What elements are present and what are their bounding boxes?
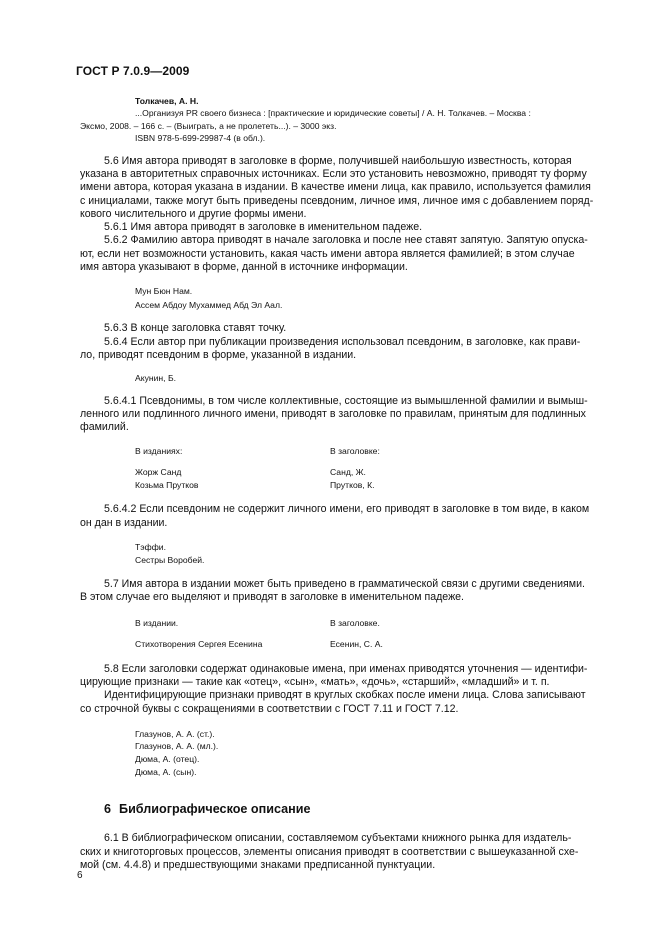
- text-line: В этом случае его выделяют и приводят в заголовке в именительном падеже.: [80, 591, 464, 604]
- table-head-right: В заголовке:: [330, 446, 380, 457]
- paragraph-6-1: [80, 832, 614, 872]
- example-tolkachev: [80, 95, 614, 145]
- text-line: кового числительного и другие формы имени.: [80, 207, 307, 220]
- table-cell-left: Козьма Прутков: [135, 480, 199, 491]
- text-line: имя автора указывают в форме, данной в источнике информации.: [80, 261, 408, 273]
- example-line: Акунин, Б.: [135, 373, 176, 384]
- esenin-table: [80, 617, 614, 651]
- section-heading: [104, 802, 614, 816]
- table-header-row: [80, 445, 614, 458]
- text-line: 5.8 Если заголовки содержат одинаковые имена, при именах приводятся уточнения — идентифи-: [104, 662, 588, 675]
- text-line: 5.7 Имя автора в издании может быть приведено в грамматической связи с другими сведениями.: [104, 578, 585, 591]
- text-line: 5.6.2 Фамилию автора приводят в начале заголовка и после нее ставят запятую. Запятую опуска-: [104, 234, 588, 247]
- example-line: Мун Бюн Нам.: [135, 286, 193, 297]
- example-akunin: [80, 372, 614, 384]
- table-head-right: В заголовке.: [330, 617, 380, 628]
- example-teffi: [80, 541, 614, 567]
- example-line: Сестры Воробей.: [135, 555, 205, 566]
- paragraph-5-6: [80, 155, 614, 221]
- text-line: с инициалами, также могут быть приведены псевдоним, личное имя, личное имя с добавлением поряд-: [80, 194, 594, 207]
- text-line: фамилий.: [80, 421, 129, 434]
- paragraph-5-6-4: [80, 336, 614, 363]
- paragraph-5-6-1: [80, 221, 614, 234]
- example-line: Дюма, А. (сын).: [135, 766, 197, 777]
- text-line: мой (см. 4.4.8) и предшествующими знаками предписанной пунктуации.: [80, 858, 436, 871]
- table-cell-right: Прутков, К.: [330, 480, 375, 491]
- example-line: Глазунов, А. А. (ст.).: [135, 728, 215, 739]
- table-cell-right: Санд, Ж.: [330, 467, 366, 478]
- text-line: ских и книготорговых процессов, элементы описания приводят в соответствии с вышеуказанной схе-: [80, 845, 579, 858]
- table-cell-left: Жорж Санд: [135, 467, 182, 478]
- example-line: Ассем Абдоу Мухаммед Абд Эл Аал.: [135, 300, 283, 311]
- table-row: [80, 466, 614, 479]
- section-number: 6: [104, 802, 112, 817]
- table-head-left: В издании.: [135, 617, 179, 628]
- text-line: 5.6 Имя автора приводят в заголовке в форме, получившей наибольшую известность, которая: [104, 154, 572, 167]
- table-cell-left: Стихотворения Сергея Есенина: [135, 638, 263, 649]
- page-number: 6: [77, 870, 83, 881]
- text-line: имени автора, которая указана в издании. В качестве имени лица, как правило, используется фамилия: [80, 181, 591, 194]
- example-line: ISBN 978-5-699-29987-4 (в обл.).: [135, 133, 266, 144]
- paragraph-5-6-4-2: [80, 503, 614, 530]
- text-line: ленного или подлинного личного имени, приводят в заголовке по правилам, принятым для подлинных: [80, 407, 586, 420]
- document-header: ГОСТ Р 7.0.9—2009: [76, 64, 190, 78]
- paragraph-5-7: [80, 578, 614, 605]
- table-cell-right: Есенин, С. А.: [330, 638, 383, 649]
- paragraph-5-6-2: [80, 234, 614, 274]
- text-line: 5.6.4.2 Если псевдоним не содержит личного имени, его приводят в заголовке в том виде, в каком: [104, 503, 590, 516]
- text-line: 5.6.1 Имя автора приводят в заголовке в именительном падеже.: [104, 221, 423, 234]
- text-line: 5.6.3 В конце заголовка ставят точку.: [104, 322, 287, 335]
- table-row: [80, 479, 614, 492]
- text-line: ют, если нет возможности установить, какая часть имени автора является фамилией; в этом случае: [80, 247, 575, 260]
- example-names: [80, 284, 614, 312]
- text-line: он дан в издании.: [80, 516, 168, 529]
- text-line: со строчной буквы с сокращениями в соответствии с ГОСТ 7.11 и ГОСТ 7.12.: [80, 702, 459, 715]
- section-title-text: Библиографическое описание: [119, 802, 311, 817]
- text-line: 5.6.4 Если автор при публикации произведения использовал псевдоним, в заголовке, как прави-: [104, 335, 581, 348]
- text-line: 6.1 В библиографическом описании, составляемом субъектами книжного рынка для издатель-: [104, 832, 572, 845]
- example-line: Дюма, А. (отец).: [135, 754, 200, 765]
- paragraph-5-6-3: [80, 322, 614, 335]
- example-glazunov: [80, 728, 614, 778]
- text-line: Идентифицирующие признаки приводят в круглых скобках после имени лица. Слова записывают: [104, 689, 586, 702]
- example-line: Тэффи.: [135, 542, 166, 553]
- paragraph-5-8: [80, 663, 614, 690]
- example-line: Глазунов, А. А. (мл.).: [135, 741, 219, 752]
- text-line: указана в авторитетных справочных источниках. Если это установить невозможно, приводят ту форму: [80, 167, 587, 180]
- pseudonym-table: [80, 445, 614, 492]
- text-line: цирующие признаки — такие как «отец», «сын», «мать», «дочь», «старший», «младший» и т. п.: [80, 675, 550, 688]
- paragraph-5-6-4-1: [80, 395, 614, 435]
- document-body: [80, 95, 614, 872]
- example-line: Эксмо, 2008. – 166 с. – (Выиграть, а не пролететь...). – 3000 экз.: [80, 120, 337, 131]
- paragraph-identifying: [80, 689, 614, 716]
- table-header-row: [80, 617, 614, 630]
- text-line: 5.6.4.1 Псевдонимы, в том числе коллективные, состоящие из вымышленной фамилии и вымыш-: [104, 394, 588, 407]
- example-line: ...Организуя PR своего бизнеса : [практические и юридические советы] / А. Н. Толкачев. – Москва :: [135, 108, 531, 119]
- table-head-left: В изданиях:: [135, 446, 183, 457]
- text-line: ло, приводят псевдоним в форме, указанной в издании.: [80, 348, 357, 361]
- example-author: Толкачев, А. Н.: [135, 96, 199, 106]
- table-row: [80, 638, 614, 651]
